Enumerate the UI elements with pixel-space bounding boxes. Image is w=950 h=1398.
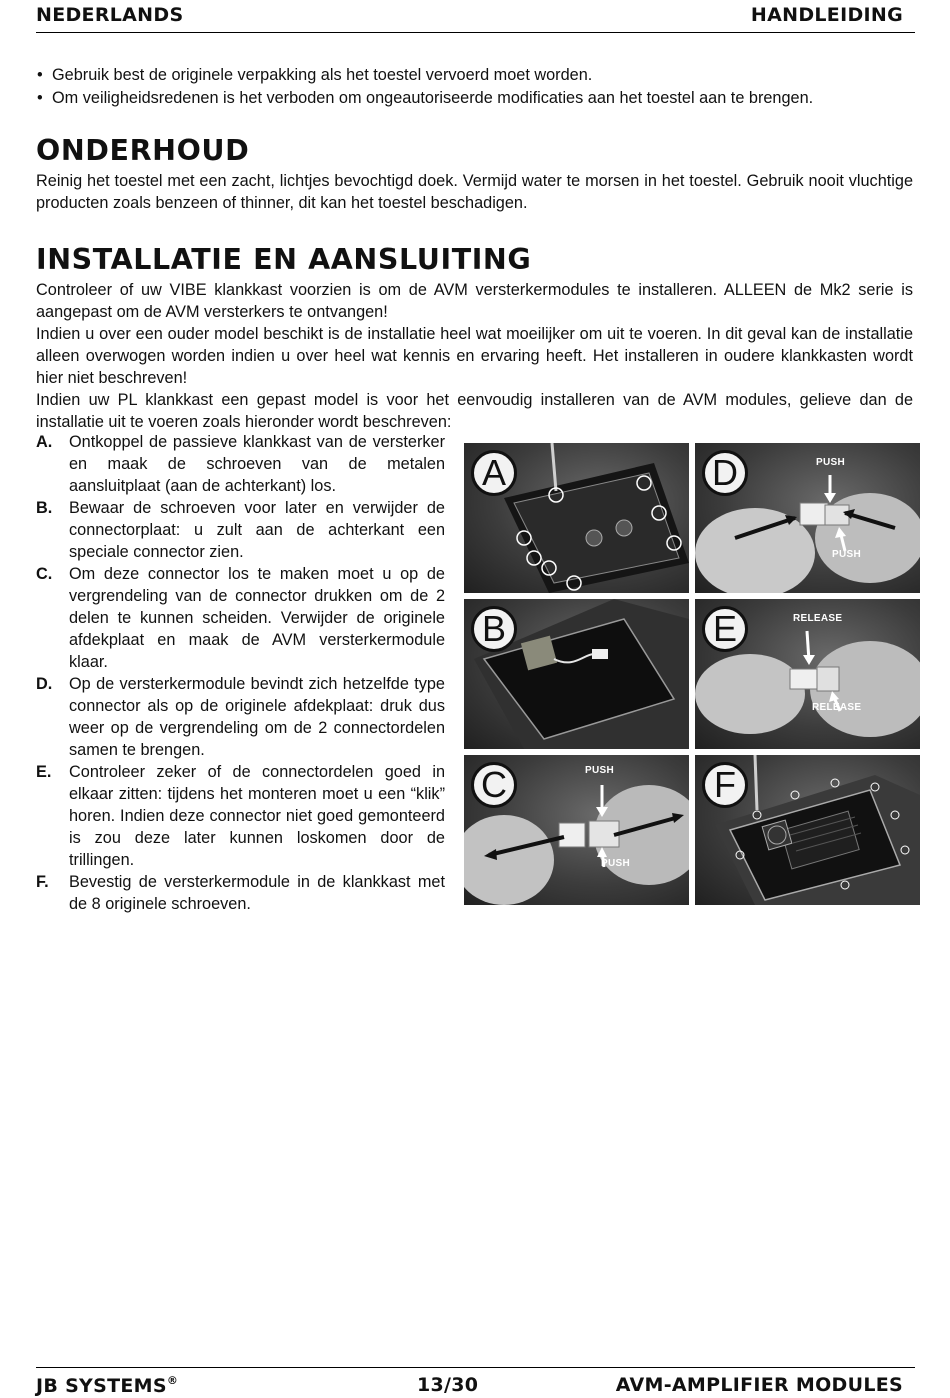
step-text: Bevestig de versterkermodule in de klankkast met de 8 originele schroeven. xyxy=(69,873,445,913)
photo-badge: F xyxy=(702,762,748,808)
step-item xyxy=(36,761,445,871)
photo-f-module-installed xyxy=(695,755,920,905)
step-text: Om deze connector los te maken moet u op de vergrendeling van de connector drukken om de 2 delen te kunnen scheiden. Verwijder de originele afdekplaat en maak de AVM versterkermodule klaar. xyxy=(69,565,445,671)
installation-pl-models: Indien uw PL klankkast een gepast model is voor het eenvoudig installeren van de AVM modules, gelieve dan de installatie uit te voeren zoals hieronder wordt beschreven: xyxy=(36,391,913,431)
installation-intro: Controleer of uw VIBE klankkast voorzien is om de AVM versterkermodules te installeren. ALLEEN de Mk2 serie is aangepast om de AVM versterkers te ontvangen! xyxy=(36,281,913,321)
photo-d-connect xyxy=(695,443,920,593)
push-label: PUSH xyxy=(601,858,630,869)
page-footer xyxy=(36,1367,915,1398)
page-number: 13/30 xyxy=(417,1374,479,1396)
photo-badge: D xyxy=(702,450,748,496)
step-item xyxy=(36,673,445,761)
step-text: Op de versterkermodule bevindt zich hetzelfde type connector als op de originele afdekplaat: druk dus weer op de vergrendeling om de 2 connectordelen samen te brengen. xyxy=(69,675,445,759)
push-label: PUSH xyxy=(816,457,845,468)
bullet-item: • Gebruik best de originele verpakking als het toestel vervoerd moet worden. xyxy=(36,64,916,87)
footer-brand xyxy=(36,1374,178,1397)
push-label: PUSH xyxy=(585,765,614,776)
registered-mark: ® xyxy=(166,1374,179,1387)
footer-product-title: AVM-AMPLIFIER MODULES xyxy=(615,1374,903,1396)
photo-a-connector-plate xyxy=(464,443,689,593)
page-header xyxy=(36,2,915,33)
release-label: RELEASE xyxy=(793,613,843,624)
bullet-item: • Om veiligheidsredenen is het verboden om ongeautoriseerde modificaties aan het toestel aan te brengen. xyxy=(36,87,916,110)
photo-b-opening xyxy=(464,599,689,749)
step-key: E. xyxy=(36,763,52,781)
photo-badge: A xyxy=(471,450,517,496)
step-text: Ontkoppel de passieve klankkast van de versterker en maak de schroeven van de metalen aansluitplaat (aan de achterkant) los. xyxy=(69,433,445,495)
header-doc-type: HANDLEIDING xyxy=(750,4,903,26)
maintenance-text: Reinig het toestel met een zacht, lichtjes bevochtigd doek. Vermijd water te morsen in het toestel. Gebruik nooit vluchtige producten zoals benzeen of thinner, dit kan het toestel beschadigen. xyxy=(36,172,913,212)
release-label: RELEASE xyxy=(812,702,862,713)
step-key: D. xyxy=(36,675,53,693)
step-text: Controleer zeker of de connectordelen goed in elkaar zitten: tijdens het monteren moet u een “klik” horen. Indien deze connector niet goed gemonteerd is zou deze later kunnen loskomen door de trillingen. xyxy=(69,763,445,869)
installation-steps xyxy=(36,431,445,915)
photo-badge: C xyxy=(471,762,517,808)
header-language: NEDERLANDS xyxy=(36,4,184,26)
step-item xyxy=(36,563,445,673)
step-item xyxy=(36,497,445,563)
photo-badge: B xyxy=(471,606,517,652)
photo-c-disconnect xyxy=(464,755,689,905)
footer-brand-name: JB SYSTEMS xyxy=(36,1375,167,1397)
step-item xyxy=(36,871,445,915)
step-key: B. xyxy=(36,499,53,517)
step-key: A. xyxy=(36,433,53,451)
photo-badge: E xyxy=(702,606,748,652)
photo-e-release xyxy=(695,599,920,749)
safety-bullets xyxy=(36,64,916,109)
installation-photo-grid xyxy=(464,443,920,905)
installation-heading: INSTALLATIE EN AANSLUITING xyxy=(36,243,532,276)
step-text: Bewaar de schroeven voor later en verwijder de connectorplaat: u zult aan de achterkant een speciale connector zien. xyxy=(69,499,445,561)
push-label: PUSH xyxy=(832,549,861,560)
installation-older-models: Indien u over een ouder model beschikt is de installatie heel wat moeilijker om uit te voeren. In dit geval kan de installatie alleen overwogen worden indien u over heel wat kennis en ervaring heeft. Het installeren in oudere klankkasten wordt hier niet beschreven! xyxy=(36,325,913,387)
step-key: F. xyxy=(36,873,49,891)
step-key: C. xyxy=(36,565,53,583)
step-item xyxy=(36,431,445,497)
maintenance-heading: ONDERHOUD xyxy=(36,134,250,167)
